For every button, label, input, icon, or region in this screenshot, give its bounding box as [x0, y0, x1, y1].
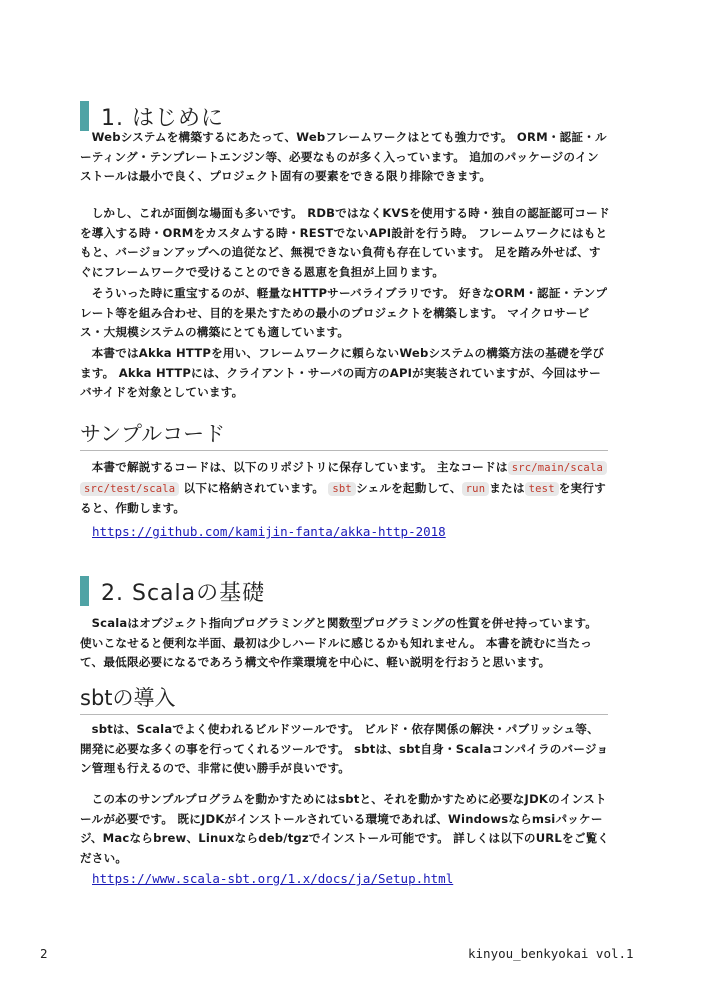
chapter-title: 2. Scalaの基礎 — [101, 580, 266, 606]
paragraph: sbtは、Scalaでよく使われるビルドツールです。 ビルド・依存関係の解決・パブリッシュ等、開発に必要な多くの事を行ってくれるツールです。 sbtは、sbt自身・Scalaコンパイラのバージョン管理も行えるので、非常に使い勝手が良いです。 — [80, 722, 609, 775]
text: 本書で解説するコードは、以下のリポジトリに保存しています。 主なコードは — [91, 460, 508, 474]
paragraph: そういった時に重宝するのが、軽量なHTTPサーバライブラリです。 好きなORM・認証・テンプレート等を組み合わせ、目的を果たすための最小のプロジェクトを構築します。 マイクロサービス・大規模システムの構築にとても適しています。 — [80, 286, 608, 339]
section-title: サンプルコード — [80, 422, 226, 446]
text: 以下に格納されています。 — [179, 480, 329, 495]
chapter-heading-1 — [80, 101, 224, 131]
inline-code: src/test/scala — [80, 482, 179, 496]
sbt-setup-link[interactable]: https://www.scala-sbt.org/1.x/docs/ja/Setup.html — [92, 871, 454, 886]
inline-code: src/main/scala — [508, 461, 607, 475]
paragraph: 本書ではAkka HTTPを用い、フレームワークに頼らないWebシステムの構築方法の基礎を学びます。 Akka HTTPには、クライアント・サーバの両方のAPIが実装されていますが、今回はサーバサイドを対象としています。 — [80, 346, 605, 399]
section-heading-sbt — [80, 682, 608, 715]
inline-code: sbt — [328, 482, 356, 496]
paragraph — [80, 458, 610, 519]
heading-accent-bar — [80, 101, 89, 131]
paragraph: Webシステムを構築するにあたって、Webフレームワークはとても強力です。 ORM・認証・ルーティング・テンプレートエンジン等、必要なものが多く入っています。 追加のパッケージのインストールは最小で良く、プロジェクト固有の要素をできる限り排除できます。 — [80, 130, 607, 183]
text: を実行すると、作動します。 — [80, 480, 606, 515]
repository-link[interactable]: https://github.com/kamijin-fanta/akka-http-2018 — [92, 524, 446, 539]
page-number: 2 — [40, 946, 48, 961]
paragraph: この本のサンプルプログラムを動かすためにはsbtと、それを動かすために必要なJDKのインストールが必要です。 既にJDKがインストールされている環境であれば、Windowsならmsiパッケージ、Macならbrew、Linuxならdeb/tgzでインストール可能です。 詳しくは以下のURLをご覧ください。 — [80, 792, 610, 865]
text: または — [489, 480, 525, 495]
section-title: sbtの導入 — [80, 686, 176, 710]
section-heading-sample-code — [80, 418, 608, 451]
text: シェルを起動して、 — [355, 480, 462, 495]
paragraph: Scalaはオブジェクト指向プログラミングと関数型プログラミングの性質を併せ持っています。 使いこなせると便利な半面、最初は少しハードルに感じるかも知れません。 本書を読むに当たって、最低限必要になるであろう構文や作業環境を中心に、軽い説明を行おうと思います。 — [80, 616, 597, 669]
heading-accent-bar — [80, 576, 89, 606]
chapter-heading-2 — [80, 576, 265, 606]
inline-code: test — [525, 482, 559, 496]
book-title: kinyou_benkyokai vol.1 — [468, 946, 634, 961]
chapter-title: 1. はじめに — [101, 105, 224, 131]
inline-code: run — [462, 482, 490, 496]
paragraph: しかし、これが面倒な場面も多いです。 RDBではなくKVSを使用する時・独自の認証認可コードを導入する時・ORMをカスタムする時・RESTでないAPI設計を行う時。 フレームワークにはもともと、バージョンアップへの追従など、無視できない負荷も存在しています。 足を踏み外せば、すぐにフレームワークで受けることのできる恩恵を負担が上回ります。 — [80, 206, 610, 279]
